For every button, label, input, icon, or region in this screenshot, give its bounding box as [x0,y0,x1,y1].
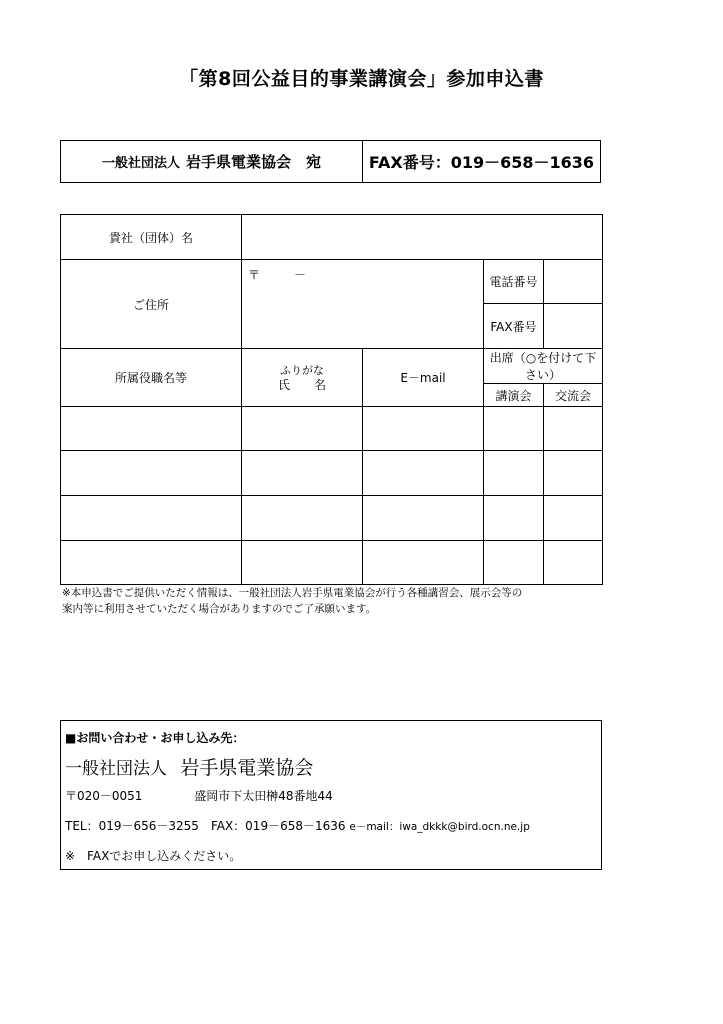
attendance-label: 出席（○を付けて下さい） [484,349,603,384]
contact-org [65,753,313,780]
lecture-label: 講演会 [484,384,544,407]
company-input[interactable] [242,215,603,260]
exchange-input[interactable] [544,496,603,541]
contact-address [65,787,333,804]
postal-dash: － [294,268,307,282]
contact-heading: ■お問い合わせ・お申し込み先： [65,731,245,745]
addressee-box [60,140,601,183]
privacy-notice [62,585,622,617]
name-header [242,349,363,407]
notice-line-1: ※本申込書でご提供いただく情報は、一般社団法人岩手県電業協会が行う各種講習会、展示会等の [62,587,523,599]
contact-box [60,720,602,870]
email-input[interactable] [363,496,484,541]
fax-label: FAX番号 [484,304,544,349]
contact-tel-fax: TEL：019－656－3255 FAX：019－658－1636 [65,819,346,833]
email-label: E－mail [363,349,484,407]
position-input[interactable] [61,541,242,585]
name-input[interactable] [242,407,363,451]
lecture-input[interactable] [484,541,544,585]
addressee-name: 岩手県電業協会 宛 [186,153,322,171]
name-input[interactable] [242,541,363,585]
address-input[interactable] [242,260,484,349]
contact-email: e－mail：iwa_dkkk@bird.ocn.ne.jp [349,821,530,833]
contact-org-name: 岩手県電業協会 [180,757,314,779]
position-input[interactable] [61,407,242,451]
addressee-prefix: 一般社団法人 [101,156,180,171]
email-input[interactable] [363,451,484,496]
page-title: 「第8回公益目的事業講演会」参加申込書 [179,68,544,90]
lecture-input[interactable] [484,496,544,541]
email-input[interactable] [363,541,484,585]
table-row [61,496,603,541]
address-label: ご住所 [61,260,242,349]
tel-input[interactable] [544,260,603,304]
notice-line-2: 案内等に利用させていただく場合がありますのでご了承願います。 [62,603,377,615]
contact-org-prefix: 一般社団法人 [65,759,167,779]
exchange-label: 交流会 [544,384,603,407]
exchange-input[interactable] [544,407,603,451]
contact-postal: 〒020－0051 [65,789,143,803]
name-input[interactable] [242,496,363,541]
fax-number: FAX番号：019－658－1636 [368,153,595,172]
lecture-input[interactable] [484,451,544,496]
postal-mark: 〒 [248,268,261,282]
addressee [61,141,363,182]
application-form [60,214,603,585]
email-input[interactable] [363,407,484,451]
position-input[interactable] [61,451,242,496]
furigana-label: ふりがな [280,363,324,377]
contact-street: 盛岡市下太田榊48番地44 [194,789,333,803]
tel-label: 電話番号 [484,260,544,304]
contact-tel [65,817,530,834]
position-input[interactable] [61,496,242,541]
table-row [61,451,603,496]
name-input[interactable] [242,451,363,496]
exchange-input[interactable] [544,541,603,585]
position-label: 所属役職名等 [61,349,242,407]
company-label: 貴社（団体）名 [61,215,242,260]
name-label: 氏 名 [277,377,326,392]
table-row [61,407,603,451]
table-row [61,541,603,585]
contact-note: ※ FAXでお申し込みください。 [65,849,242,863]
fax-input[interactable] [544,304,603,349]
exchange-input[interactable] [544,451,603,496]
lecture-input[interactable] [484,407,544,451]
